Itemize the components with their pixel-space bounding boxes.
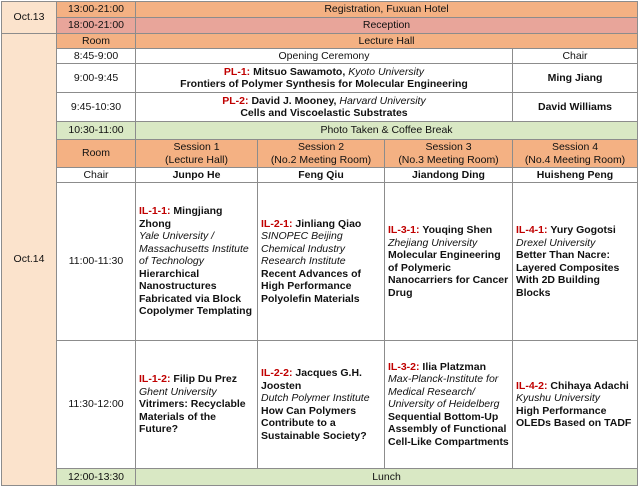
talk-title: Hierarchical Nanostructures Fabricated via Block Copolymer Templating xyxy=(139,267,252,318)
pl2-title: Cells and Viscoelastic Substrates xyxy=(240,107,408,119)
session-2-header xyxy=(258,140,385,168)
talk-affiliation: SINOPEC Beijing Chemical Industry Research Institute xyxy=(261,230,346,268)
session-1-room: (Lecture Hall) xyxy=(164,153,229,166)
session-4-chair: Huisheng Peng xyxy=(513,168,638,183)
talk-il-2-1 xyxy=(258,183,385,341)
talk-affiliation: Yale University / Massachusetts Institute of Technology xyxy=(139,230,249,268)
talk-il-4-2 xyxy=(513,341,638,469)
session-3-room: (No.3 Meeting Room) xyxy=(398,153,499,166)
talk-code: IL-1-2: xyxy=(139,373,171,386)
opening-label: Opening Ceremony xyxy=(136,49,513,64)
pl2-talk xyxy=(136,93,513,122)
registration-label: Registration, Fuxuan Hotel xyxy=(136,2,638,18)
talk-speaker: Yury Gogotsi xyxy=(550,224,616,236)
talk-title: High Performance OLEDs Based on TADF xyxy=(516,404,632,429)
slot2-time: 11:30-12:00 xyxy=(57,341,136,469)
pl1-talk xyxy=(136,64,513,93)
talk-affiliation: Ghent University xyxy=(139,385,217,398)
session-3-name: Session 3 xyxy=(425,141,472,153)
lunch-time: 12:00-13:30 xyxy=(57,469,136,486)
pl1-affiliation: Kyoto University xyxy=(348,65,425,78)
talk-code: IL-4-1: xyxy=(516,224,548,236)
talk-affiliation: Max-Planck-Institute for Medical Research/ University of Heidelberg xyxy=(388,373,500,411)
talk-code: IL-1-1: xyxy=(139,205,171,218)
talk-speaker: Jinliang Qiao xyxy=(295,217,362,230)
session-3-header xyxy=(385,140,513,168)
talk-speaker: Ilia Platzman xyxy=(422,360,487,373)
talk-il-1-1 xyxy=(136,183,258,341)
reception-time: 18:00-21:00 xyxy=(57,18,136,34)
talk-speaker: Youqing Shen xyxy=(422,224,493,236)
break-time: 10:30-11:00 xyxy=(57,122,136,140)
opening-time: 8:45-9:00 xyxy=(57,49,136,64)
pl2-code: PL-2: xyxy=(222,94,249,107)
session-4-room: (No.4 Meeting Room) xyxy=(524,153,626,166)
session-2-room: (No.2 Meeting Room) xyxy=(270,153,372,166)
talk-code: IL-2-2: xyxy=(261,367,293,379)
talk-affiliation: Drexel University xyxy=(516,236,596,249)
talk-affiliation: Zhejiang University xyxy=(388,236,478,249)
pl2-time: 9:45-10:30 xyxy=(57,93,136,122)
pl1-time: 9:00-9:45 xyxy=(57,64,136,93)
pl2-speaker: David J. Mooney, xyxy=(251,94,337,107)
date-oct13: Oct.13 xyxy=(2,2,57,34)
talk-il-1-2 xyxy=(136,341,258,469)
talk-speaker: Chihaya Adachi xyxy=(550,379,629,392)
session-1-name: Session 1 xyxy=(173,141,220,153)
talk-title: Recent Advances of High Performance Polyolefin Materials xyxy=(261,267,361,305)
reception-label: Reception xyxy=(136,18,638,34)
talk-code: IL-4-2: xyxy=(516,379,548,392)
talk-code: IL-3-2: xyxy=(388,360,420,373)
pl1-title: Frontiers of Polymer Synthesis for Molecular Engineering xyxy=(180,78,468,90)
lunch-label: Lunch xyxy=(136,469,638,486)
talk-speaker: Mingjiang Zhong xyxy=(139,205,223,230)
lecture-hall-header: Lecture Hall xyxy=(136,34,638,49)
session-chair-label: Chair xyxy=(57,168,136,183)
pl1-chair: Ming Jiang xyxy=(513,64,638,93)
talk-il-3-2 xyxy=(385,341,513,469)
session-1-chair: Junpo He xyxy=(136,168,258,183)
talk-il-3-1 xyxy=(385,183,513,341)
talk-title: Molecular Engineering of Polymeric Nanocarriers for Cancer Drug xyxy=(388,249,509,299)
session-1-header xyxy=(136,140,258,168)
talk-il-4-1 xyxy=(513,183,638,341)
talk-title: How Can Polymers Contribute to a Sustainable Society? xyxy=(261,404,367,442)
talk-title: Sequential Bottom-Up Assembly of Functional Cell-Like Compartments xyxy=(388,410,509,448)
session-4-name: Session 4 xyxy=(551,141,599,153)
talk-title: Better Than Nacre: Layered Composites With 2D Building Blocks xyxy=(516,249,620,299)
talk-affiliation: Kyushu University xyxy=(516,392,601,404)
talk-speaker: Filip Du Prez xyxy=(173,373,238,386)
pl1-code: PL-1: xyxy=(223,65,251,78)
talk-code: IL-3-1: xyxy=(388,224,420,236)
talk-affiliation: Dutch Polymer Institute xyxy=(261,392,370,404)
session-3-chair: Jiandong Ding xyxy=(385,168,513,183)
sessions-room-label: Room xyxy=(57,140,136,168)
room-header-label: Room xyxy=(57,34,136,49)
talk-speaker: Jacques G.H. Joosten xyxy=(261,367,362,392)
pl2-chair: David Williams xyxy=(513,93,638,122)
session-2-chair: Feng Qiu xyxy=(258,168,385,183)
pl1-speaker: Mitsuo Sawamoto, xyxy=(253,65,346,78)
talk-code: IL-2-1: xyxy=(261,217,293,230)
schedule-table xyxy=(1,1,638,486)
talk-title: Vitrimers: Recyclable Materials of the Future? xyxy=(139,398,246,436)
registration-time: 13:00-21:00 xyxy=(57,2,136,18)
session-2-name: Session 2 xyxy=(297,141,345,153)
date-oct14: Oct.14 xyxy=(2,34,57,486)
pl2-affiliation: Harvard University xyxy=(339,94,426,107)
talk-il-2-2 xyxy=(258,341,385,469)
slot1-time: 11:00-11:30 xyxy=(57,183,136,341)
plenary-chair-header: Chair xyxy=(513,49,638,64)
break-label: Photo Taken & Coffee Break xyxy=(136,122,638,140)
session-4-header xyxy=(513,140,638,168)
